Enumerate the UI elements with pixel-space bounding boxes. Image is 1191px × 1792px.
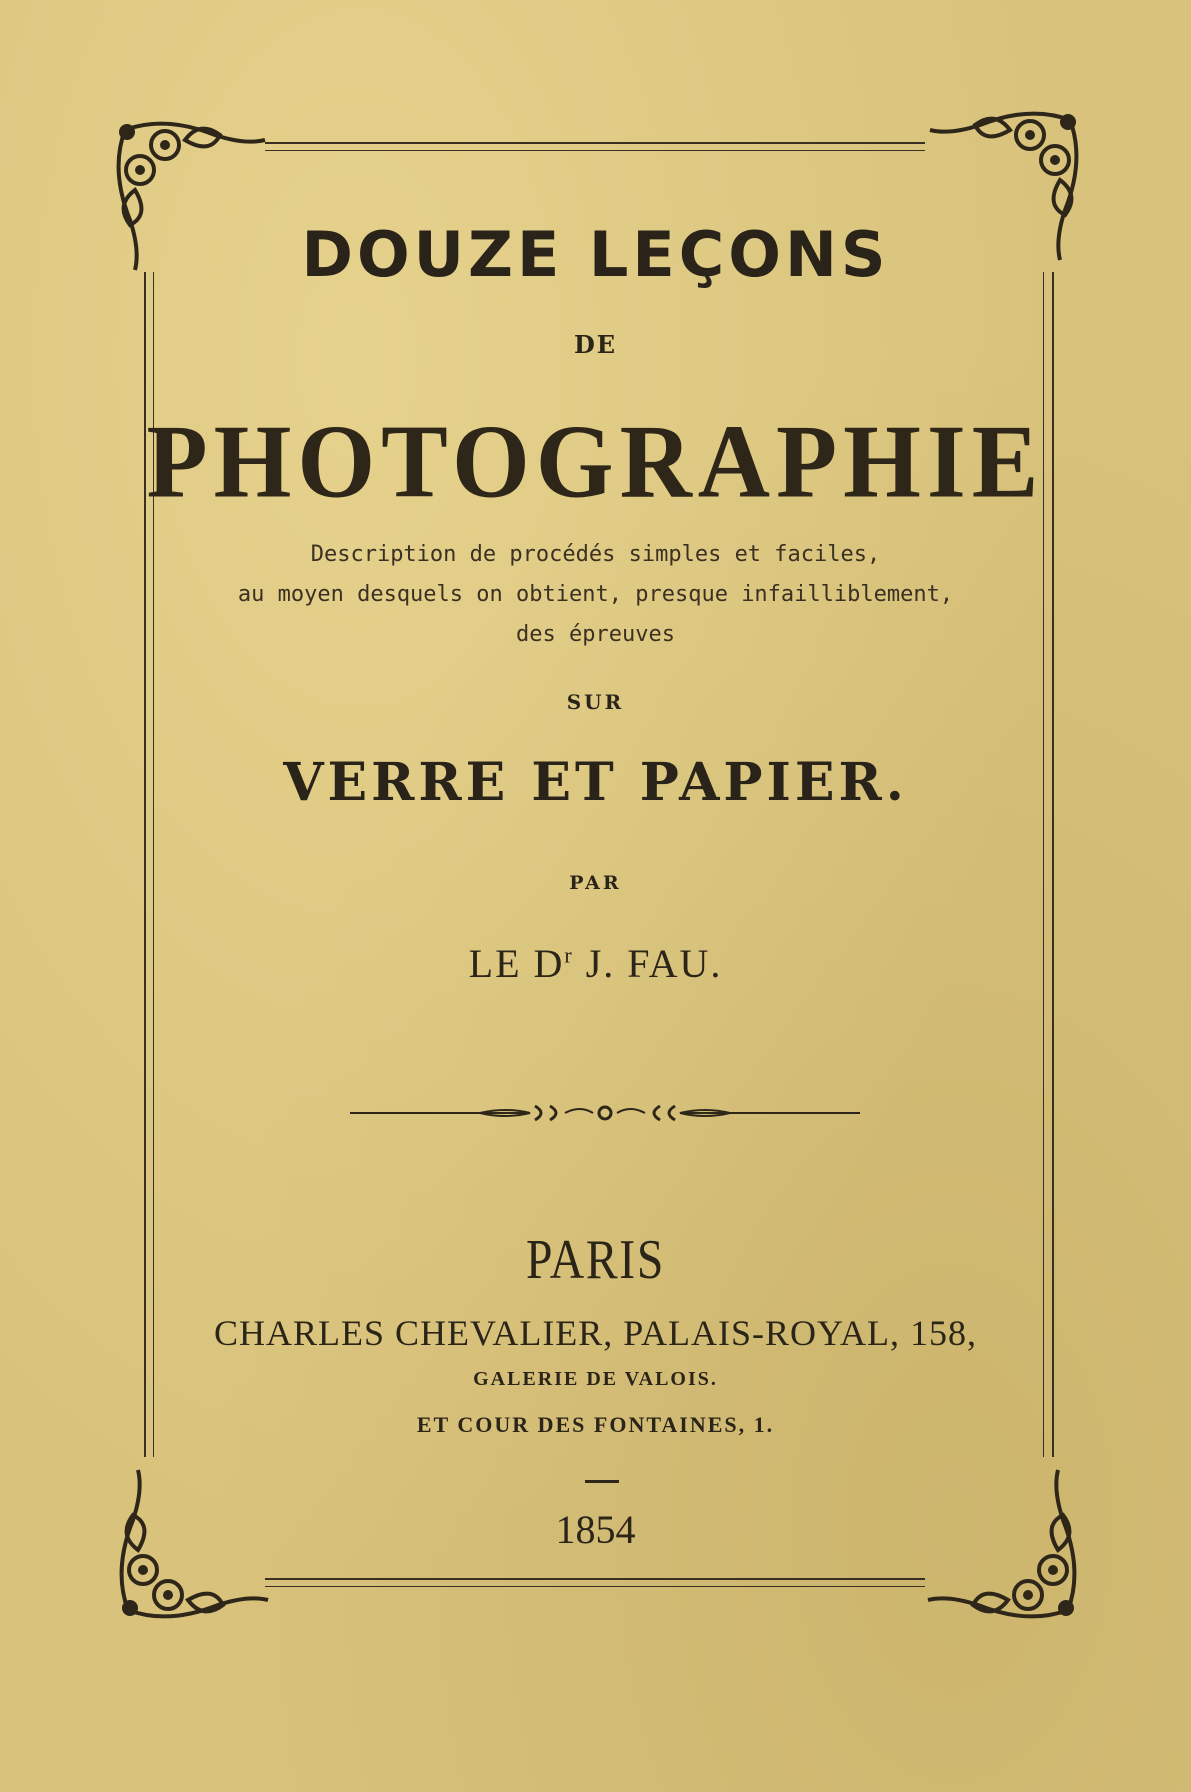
description-line-3: des épreuves — [516, 622, 675, 647]
author-name: J. FAU. — [585, 941, 723, 986]
description-line-1: Description de procédés simples et faciles, — [310, 542, 881, 567]
publication-city: PARIS — [525, 1229, 666, 1291]
frame-bottom-line-inner — [265, 1586, 925, 1587]
publisher-address-court: ET COUR DES FONTAINES, 1. — [416, 1412, 775, 1437]
publication-year: 1854 — [555, 1507, 636, 1552]
title-connector-de: DE — [573, 330, 618, 359]
author-line — [0, 940, 1191, 987]
subtitle: VERRE ET PAPIER. — [283, 752, 908, 813]
author-superscript: r — [564, 942, 574, 968]
frame-top-line-inner — [265, 150, 925, 151]
frame-bottom-line-outer — [265, 1578, 925, 1580]
title-line-1: DOUZE LEÇONS — [301, 218, 890, 291]
publisher-line: CHARLES CHEVALIER, PALAIS-ROYAL, 158, — [213, 1313, 978, 1353]
ornamental-divider — [350, 1100, 860, 1126]
connector-sur: SUR — [566, 690, 625, 714]
short-rule — [585, 1480, 619, 1483]
main-title: PHOTOGRAPHIE — [146, 403, 1045, 520]
publisher-address-gallery: GALERIE DE VALOIS. — [473, 1368, 718, 1390]
frame-top-line-outer — [265, 142, 925, 144]
author-prefix: LE D — [468, 941, 565, 986]
connector-par: PAR — [569, 872, 622, 894]
description-line-2: au moyen desquels on obtient, presque infailliblement, — [237, 582, 954, 607]
